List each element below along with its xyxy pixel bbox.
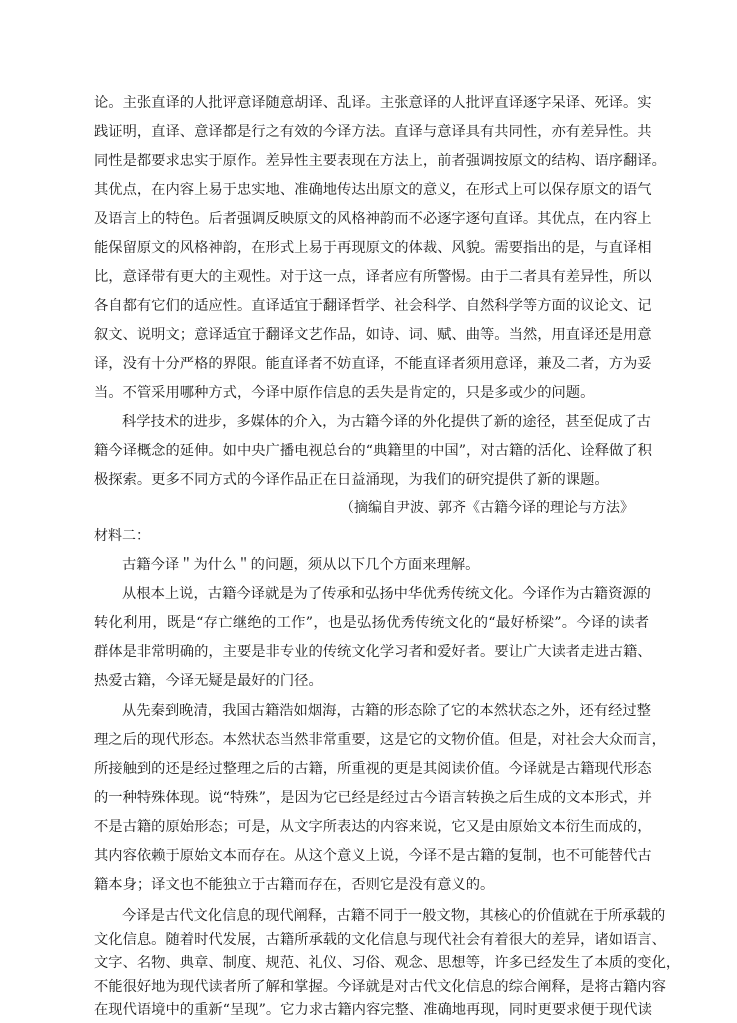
text-line: 践证明，直译、意译都是行之有效的今译方法。直译与意译具有共同性，亦有差异性。共 bbox=[94, 124, 652, 140]
text-line: 当。不管采用哪种方式，今译中原作信息的丢失是肯定的，只是多或少的问题。 bbox=[94, 385, 595, 401]
text-line: 的一种特殊体现。说“特殊”，是因为它已经是经过古今语言转换之后生成的文本形式，并 bbox=[94, 790, 652, 806]
text-line: 极探索。更多不同方式的今译作品正在日益涌现，为我们的研究提供了新的课题。 bbox=[94, 472, 609, 488]
text-line: 论。主张直译的人批评意译随意胡译、乱译。主张意译的人批评直译逐字呆译、死译。实 bbox=[94, 95, 652, 111]
text-line: 古籍今译＂为什么＂的问题，须从以下几个方面来理解。 bbox=[122, 557, 480, 573]
text-line: 今译是古代文化信息的现代阐释，古籍不同于一般文物，其核心的价值就在于所承载的 bbox=[122, 908, 666, 924]
text-line: 所接触到的还是经过整理之后的古籍，所重视的更是其阅读价值。今译就是古籍现代形态 bbox=[94, 761, 652, 777]
text-line: 其内容依赖于原始文本而存在。从这个意义上说，今译不是古籍的复制，也不可能替代古 bbox=[94, 848, 652, 864]
text-line: 比，意译带有更大的主观性。对于这一点，译者应有所警惕。由于二者具有差异性，所以 bbox=[94, 269, 652, 285]
source-citation: （摘编自尹波、郭齐《古籍今译的理论与方法》 bbox=[340, 500, 634, 516]
text-line: 译，没有十分严格的界限。能直译者不妨直译，不能直译者须用意译，兼及二者，方为妥 bbox=[94, 356, 652, 372]
text-line: 群体是非常明确的，主要是非专业的传统文化学习者和爱好者。要让广大读者走进古籍、 bbox=[94, 644, 652, 660]
text-line: 其优点，在内容上易于忠实地、准确地传达出原文的意义，在形式上可以保存原文的语气 bbox=[94, 182, 652, 198]
text-line: 能保留原文的风格神韵，在形式上易于再现原文的体裁、风貌。需要指出的是，与直译相 bbox=[94, 240, 652, 256]
text-line: 理之后的现代形态。本然状态当然非常重要，这是它的文物价值。但是，对社会大众而言， bbox=[94, 732, 666, 748]
material-label: 材料二： bbox=[94, 528, 150, 544]
text-line: 不是古籍的原始形态；可是，从文字所表达的内容来说，它又是由原始文本衍生而成的， bbox=[94, 819, 652, 835]
text-line: 热爱古籍，今译无疑是最好的门径。 bbox=[94, 673, 323, 689]
text-line: 文化信息。随着时代发展，古籍所承载的文化信息与现代社会有着很大的差异，诸如语言、 bbox=[94, 931, 666, 948]
text-line: 转化利用，既是“存亡继绝的工作”，也是弘扬优秀传统文化的“最好桥梁”。今译的读者 bbox=[94, 615, 649, 631]
text-line: 各自都有它们的适应性。直译适宜于翻译哲学、社会科学、自然科学等方面的议论文、记 bbox=[94, 298, 652, 314]
text-line: 科学技术的进步，多媒体的介入，为古籍今译的外化提供了新的途径，甚至促成了古 bbox=[122, 414, 651, 430]
text-line: 文字、名物、典章、制度、规范、礼仪、习俗、观念、思想等，许多已经发生了本质的变化， bbox=[94, 955, 681, 971]
text-line: 叙文、说明文；意译适宜于翻译文艺作品，如诗、词、赋、曲等。当然，用直译还是用意 bbox=[94, 327, 652, 343]
text-line: 从根本上说，古籍今译就是为了传承和弘扬中华优秀传统文化。今译作为古籍资源的 bbox=[122, 586, 651, 602]
text-line: 籍今译概念的延伸。如中央广播电视总台的“典籍里的中国”，对古籍的活化、诠释做了积 bbox=[94, 443, 652, 459]
text-line: 及语言上的特色。后者强调反映原文的风格神韵而不必逐字逐句直译。其优点，在内容上 bbox=[94, 211, 652, 227]
text-line: 在现代语境中的重新“呈现”。它力求古籍内容完整、准确地再现，同时更要求便于现代读 bbox=[94, 1002, 652, 1018]
text-line: 籍本身；译文也不能独立于古籍而存在，否则它是没有意义的。 bbox=[94, 877, 495, 893]
text-line: 从先秦到晚清，我国古籍浩如烟海，古籍的形态除了它的本然状态之外，还有经过整 bbox=[122, 703, 651, 719]
text-line: 不能很好地为现代读者所了解和掌握。今译就是对古代文化信息的综合阐释，是将古籍内容 bbox=[94, 978, 666, 995]
text-line: 同性是都要求忠实于原作。差异性主要表现在方法上，前者强调按原文的结构、语序翻译。 bbox=[94, 153, 666, 169]
